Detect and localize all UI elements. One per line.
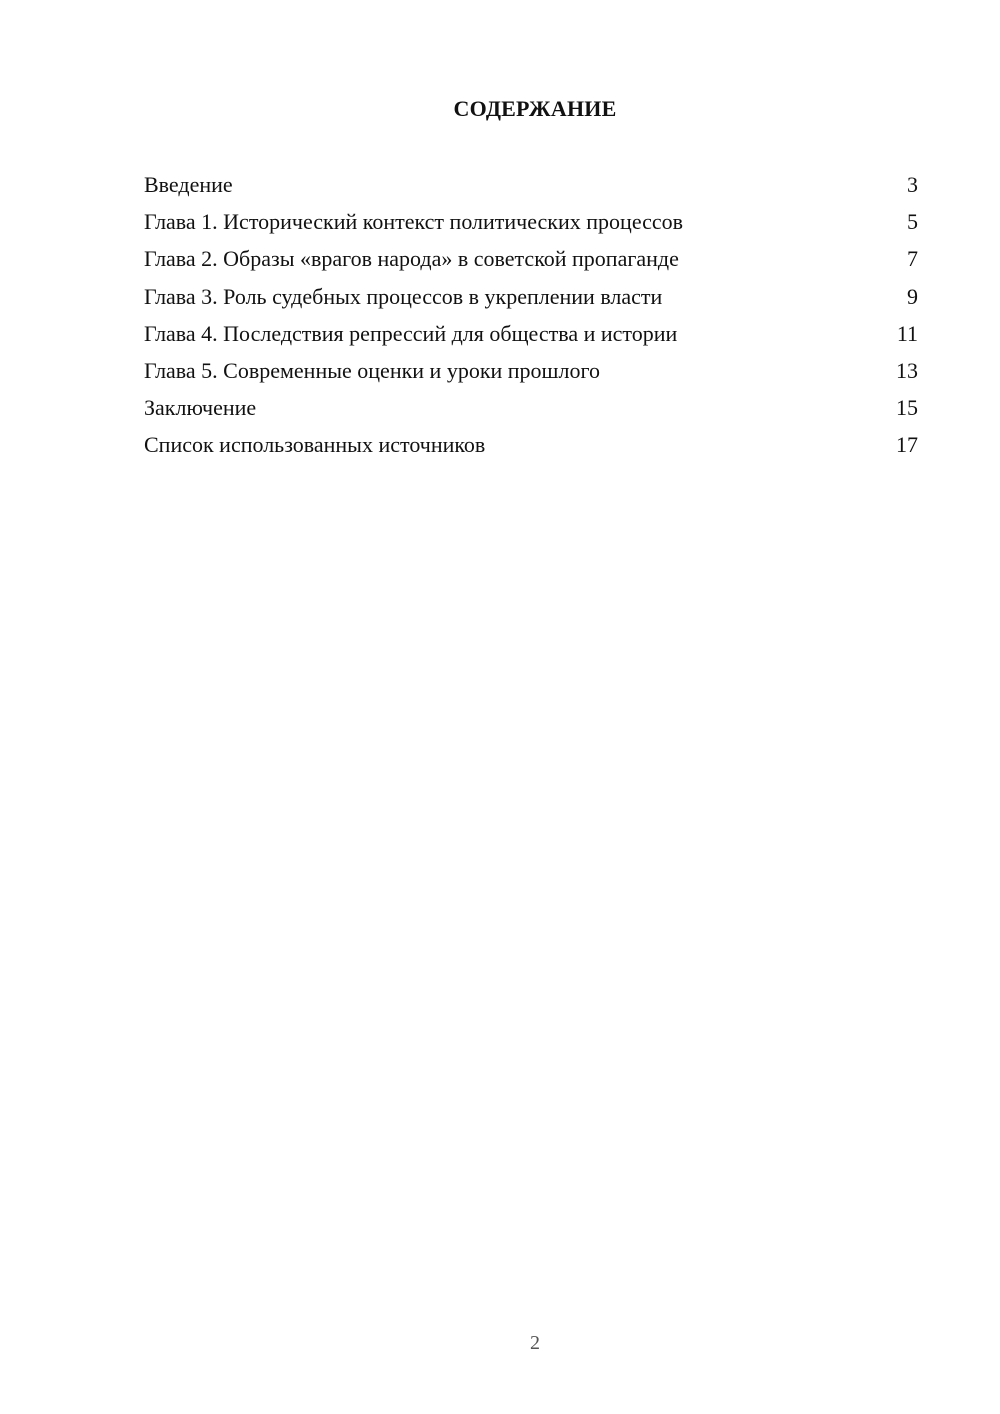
toc-entry-page: 7 — [907, 246, 918, 272]
toc-entry-label: Заключение — [144, 395, 257, 421]
toc-entry — [144, 166, 918, 203]
toc-entry-page: 9 — [907, 283, 918, 309]
toc-entry-page: 13 — [896, 357, 918, 383]
toc-entry — [144, 203, 918, 240]
toc-entry-label: Глава 3. Роль судебных процессов в укреплении власти — [144, 283, 663, 309]
toc-entry-label: Глава 5. Современные оценки и уроки прошлого — [144, 357, 600, 383]
toc-entry — [144, 389, 918, 426]
toc-entry-label: Глава 4. Последствия репрессий для общества и истории — [144, 320, 678, 346]
toc-title: СОДЕРЖАНИЕ — [453, 96, 617, 121]
toc-entry-page: 11 — [896, 320, 918, 346]
toc-entry — [144, 240, 918, 277]
toc-entry — [144, 352, 918, 389]
toc-entry-label: Список использованных источников — [144, 432, 486, 458]
toc-entry — [144, 315, 918, 352]
toc-entry-label: Глава 2. Образы «врагов народа» в советской пропаганде — [144, 246, 679, 272]
toc-entry-page: 15 — [896, 395, 918, 421]
page-number: 2 — [530, 1332, 540, 1354]
toc-entry-page: 17 — [896, 432, 918, 458]
toc-entry-label: Глава 1. Исторический контекст политических процессов — [144, 209, 684, 235]
table-of-contents — [144, 166, 918, 464]
toc-entry — [144, 426, 918, 463]
toc-entry — [144, 278, 918, 315]
toc-entry-page: 3 — [907, 172, 918, 197]
toc-entry-label: Введение — [144, 172, 233, 197]
toc-entry-page: 5 — [907, 209, 918, 235]
